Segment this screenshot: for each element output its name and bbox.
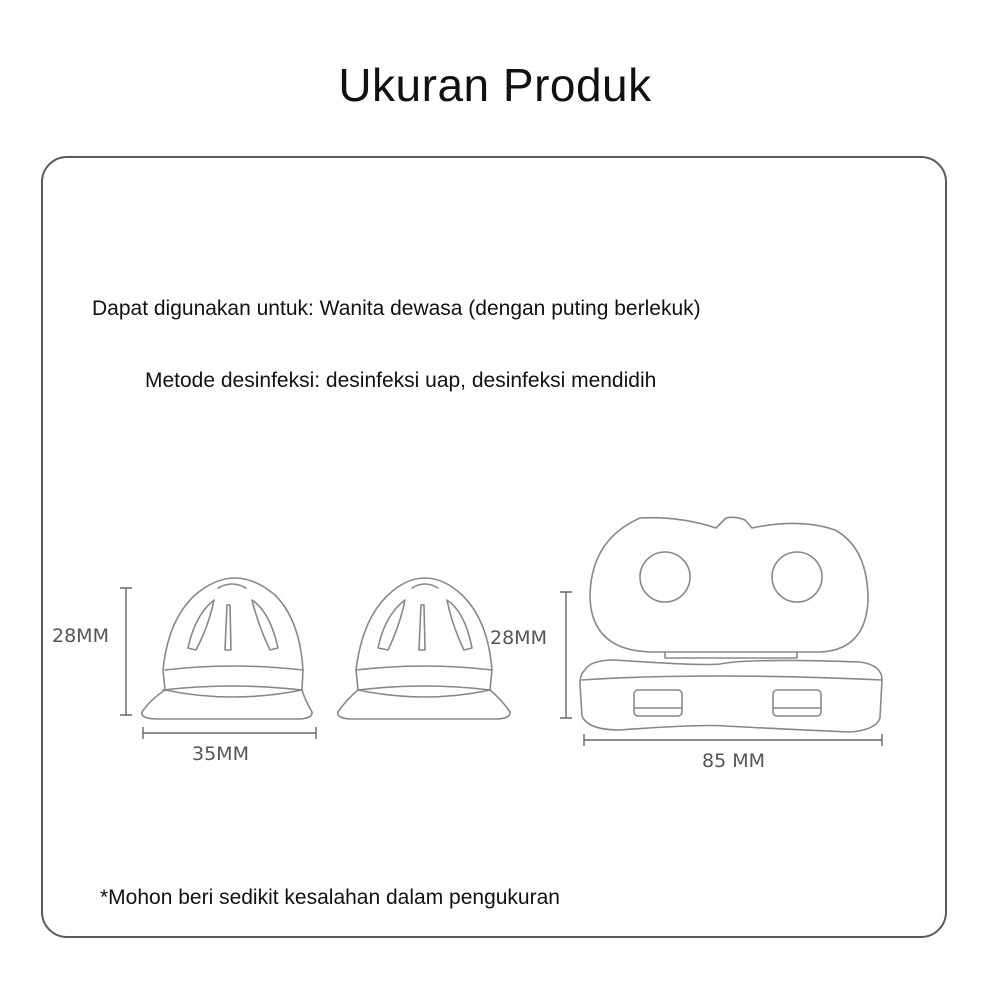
storage-case-illustration xyxy=(580,517,882,732)
measurement-note: *Mohon beri sedikit kesalahan dalam pengukuran xyxy=(100,886,560,909)
left-height-label: 28MM xyxy=(52,625,109,647)
nipple-shield-center-illustration xyxy=(338,578,510,719)
width-label: 35MM xyxy=(192,743,249,765)
nipple-shield-left-illustration xyxy=(142,578,312,719)
page-title: Ukuran Produk xyxy=(338,59,652,111)
usage-text: Dapat digunakan untuk: Wanita dewasa (dengan puting berlekuk) xyxy=(92,297,701,320)
case-width-label: 85 MM xyxy=(702,750,766,772)
disinfection-text: Metode desinfeksi: desinfeksi uap, desinfeksi mendidih xyxy=(145,369,657,392)
right-height-label: 28MM xyxy=(490,627,547,649)
